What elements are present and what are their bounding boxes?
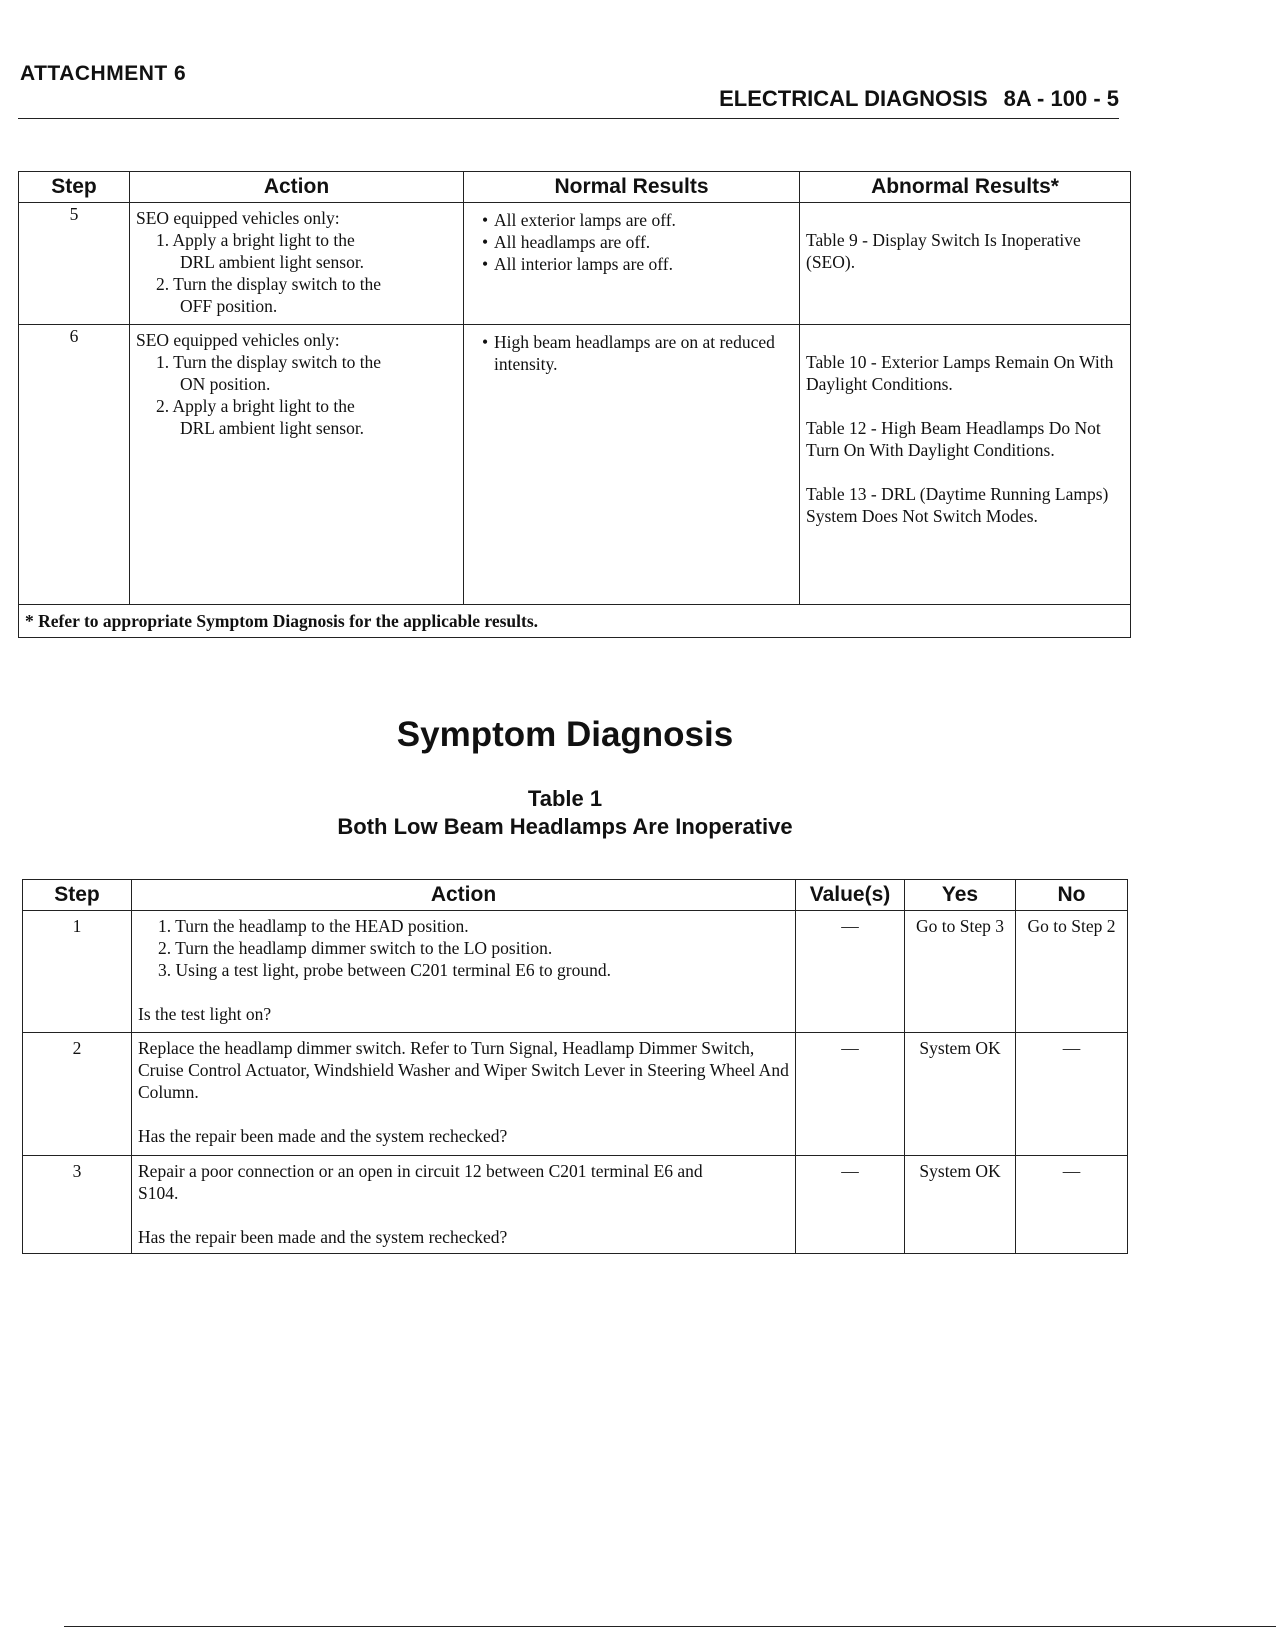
action-intro: SEO equipped vehicles only: xyxy=(136,330,340,350)
no-cell: — xyxy=(1016,1033,1128,1156)
table-label: Table 1 xyxy=(527,786,603,811)
action-step: 2. Apply a bright light to the xyxy=(156,396,355,416)
action-cell xyxy=(132,1156,796,1254)
table-row xyxy=(23,1156,1128,1254)
yes-cell: System OK xyxy=(905,1156,1016,1254)
action-step: 3. Using a test light, probe between C201 terminal E6 to ground. xyxy=(158,960,611,980)
footnote: * Refer to appropriate Symptom Diagnosis for the applicable results. xyxy=(19,605,1131,638)
abnormal-results-cell xyxy=(800,325,1131,605)
step-cell: 6 xyxy=(19,325,130,605)
page-number: 8A - 100 - 5 xyxy=(1003,86,1119,111)
col-action: Action xyxy=(130,172,464,203)
attachment-label: ATTACHMENT 6 xyxy=(20,62,187,85)
action-cell xyxy=(130,325,464,605)
col-step: Step xyxy=(23,880,132,911)
action-question: Is the test light on? xyxy=(138,1004,272,1024)
diagnosis-table xyxy=(22,879,1128,1254)
results-table xyxy=(18,171,1131,638)
col-step: Step xyxy=(19,172,130,203)
action-step: DRL ambient light sensor. xyxy=(180,418,365,438)
action-cell xyxy=(130,203,464,325)
col-yes: Yes xyxy=(905,880,1016,911)
table-row xyxy=(23,1033,1128,1156)
page-title: Symptom Diagnosis xyxy=(396,715,734,754)
table-row xyxy=(23,911,1128,1033)
page-header xyxy=(719,86,1119,112)
action-step: 1. Apply a bright light to the xyxy=(156,230,355,250)
value-cell: — xyxy=(796,1156,905,1254)
action-text: Repair a poor connection or an open in circuit 12 between C201 terminal E6 and S104. xyxy=(138,1161,703,1203)
yes-cell: Go to Step 3 xyxy=(905,911,1016,1033)
col-abnormal-results: Abnormal Results* xyxy=(800,172,1131,203)
normal-results-cell xyxy=(464,325,800,605)
table-title: Both Low Beam Headlamps Are Inoperative xyxy=(337,814,793,839)
action-intro: SEO equipped vehicles only: xyxy=(136,208,340,228)
step-cell: 1 xyxy=(23,911,132,1033)
action-step: 2. Turn the headlamp dimmer switch to the LO position. xyxy=(158,938,553,958)
action-question: Has the repair been made and the system rechecked? xyxy=(138,1126,508,1146)
header-rule xyxy=(18,118,1119,119)
table-caption xyxy=(0,785,1130,841)
table-header-row xyxy=(23,880,1128,911)
step-cell: 5 xyxy=(19,203,130,325)
action-cell xyxy=(132,1033,796,1156)
list-item: • High beam headlamps are on at reduced intensity. xyxy=(494,331,793,375)
action-step: 1. Turn the display switch to the xyxy=(156,352,382,372)
section-title: ELECTRICAL DIAGNOSIS xyxy=(719,86,988,111)
col-normal-results: Normal Results xyxy=(464,172,800,203)
col-values: Value(s) xyxy=(796,880,905,911)
footer-rule xyxy=(64,1626,1276,1627)
action-step: 1. Turn the headlamp to the HEAD position. xyxy=(158,916,469,936)
no-cell: Go to Step 2 xyxy=(1016,911,1128,1033)
no-cell: — xyxy=(1016,1156,1128,1254)
action-step: ON position. xyxy=(180,374,271,394)
action-step: OFF position. xyxy=(180,296,278,316)
list-item: • All interior lamps are off. xyxy=(494,253,793,275)
footnote-row xyxy=(19,605,1131,638)
yes-cell: System OK xyxy=(905,1033,1016,1156)
normal-results-cell xyxy=(464,203,800,325)
value-cell: — xyxy=(796,1033,905,1156)
action-step: 2. Turn the display switch to the xyxy=(156,274,382,294)
list-item: • All headlamps are off. xyxy=(494,231,793,253)
abnormal-entry: Table 9 - Display Switch Is Inoperative (SEO). xyxy=(806,230,1081,272)
table-row xyxy=(19,325,1131,605)
abnormal-results-cell xyxy=(800,203,1131,325)
table-row xyxy=(19,203,1131,325)
col-no: No xyxy=(1016,880,1128,911)
action-cell xyxy=(132,911,796,1033)
step-cell: 3 xyxy=(23,1156,132,1254)
action-text: Replace the headlamp dimmer switch. Refer to Turn Signal, Headlamp Dimmer Switch, Cruise Control Actuator, Windshield Washer and Wiper Switch Lever in Steering Wheel And Column. xyxy=(138,1038,789,1102)
abnormal-entry: Table 12 - High Beam Headlamps Do Not Turn On With Daylight Conditions. xyxy=(806,418,1101,460)
action-question: Has the repair been made and the system rechecked? xyxy=(138,1227,508,1247)
action-step: DRL ambient light sensor. xyxy=(180,252,365,272)
abnormal-entry: Table 13 - DRL (Daytime Running Lamps) System Does Not Switch Modes. xyxy=(806,484,1109,526)
col-action: Action xyxy=(132,880,796,911)
table-header-row xyxy=(19,172,1131,203)
value-cell: — xyxy=(796,911,905,1033)
abnormal-entry: Table 10 - Exterior Lamps Remain On With Daylight Conditions. xyxy=(806,352,1114,394)
list-item: • All exterior lamps are off. xyxy=(494,209,793,231)
step-cell: 2 xyxy=(23,1033,132,1156)
